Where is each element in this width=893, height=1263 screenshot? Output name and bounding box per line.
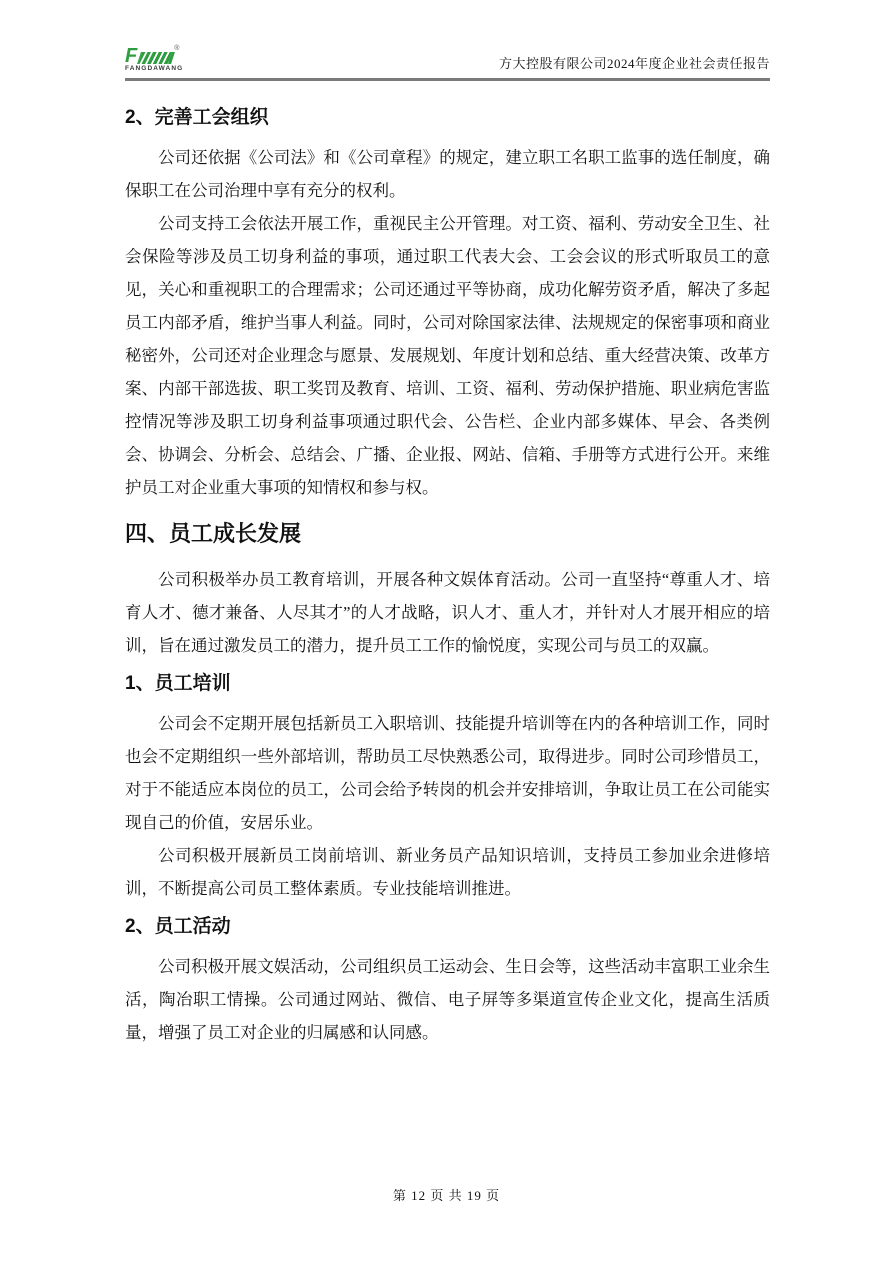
paragraph-union-2: 公司支持工会依法开展工作，重视民主公开管理。对工资、福利、劳动安全卫生、社会保险等涉及员工切身利益的事项，通过职工代表大会、工会会议的形式听取员工的意见，关心和重视职工的合理需求；公司还通过平等协商，成功化解劳资矛盾，解决了多起员工内部矛盾，维护当事人利益。同时，公司对除国家法律、法规规定的保密事项和商业秘密外，公司还对企业理念与愿景、发展规划、年度计划和总结、重大经营决策、改革方案、内部干部选拔、职工奖罚及教育、培训、工资、福利、劳动保护措施、职业病危害监控情况等涉及职工切身利益事项通过职代会、公告栏、企业内部多媒体、早会、各类例会、协调会、分析会、总结会、广播、企业报、网站、信箱、手册等方式进行公开。来维护员工对企业重大事项的知情权和参与权。: [125, 214, 770, 497]
page-number-indicator: 第 12 页 共 19 页: [392, 1188, 501, 1203]
fangdawang-logo-mark: [125, 45, 183, 67]
paragraph-growth-intro: 公司积极举办员工教育培训，开展各种文娱体育活动。公司一直坚持“尊重人才、培育人才、德才兼备、人尽其才”的人才战略，识人才、重人才，并针对人才展开相应的培训，旨在通过激发员工的潜力，提升员工工作的愉悦度，实现公司与员工的双赢。: [125, 570, 770, 655]
paragraph-training-2: 公司积极开展新员工岗前培训、新业务员产品知识培训，支持员工参加业余进修培训，不断提高公司员工整体素质。专业技能培训推进。: [125, 846, 770, 898]
page-header: [125, 45, 770, 81]
heading-employee-activities: 2、员工活动: [125, 916, 231, 937]
heading-union-organization: 2、完善工会组织: [125, 107, 269, 128]
logo-subtext: FANGDAWANG: [125, 65, 184, 72]
document-body: [125, 88, 770, 1049]
paragraph-training-1: 公司会不定期开展包括新员工入职培训、技能提升培训等在内的各种培训工作，同时也会不定期组织一些外部培训，帮助员工尽快熟悉公司，取得进步。同时公司珍惜员工，对于不能适应本岗位的员工，公司会给予转岗的机会并安排培训，争取让员工在公司能实现自己的价值，安居乐业。: [125, 714, 770, 832]
heading-employee-training: 1、员工培训: [125, 673, 231, 694]
paragraph-union-1: 公司还依据《公司法》和《公司章程》的规定，建立职工名职工监事的选任制度，确保职工在公司治理中享有充分的权利。: [125, 148, 770, 200]
logo-f-letter: F: [125, 45, 138, 67]
heading-employee-growth: 四、员工成长发展: [125, 521, 302, 546]
report-header-title: 方大控股有限公司2024年度企业社会责任报告: [498, 55, 770, 71]
logo-stripes-icon: [137, 52, 175, 64]
fangdawang-logo: [125, 45, 184, 73]
paragraph-activities-1: 公司积极开展文娱活动，公司组织员工运动会、生日会等，这些活动丰富职工业余生活，陶冶职工情操。公司通过网站、微信、电子屏等多渠道宣传企业文化，提高生活质量，增强了员工对企业的归属感和认同感。: [125, 957, 770, 1042]
registered-trademark-symbol: ®: [174, 45, 180, 52]
